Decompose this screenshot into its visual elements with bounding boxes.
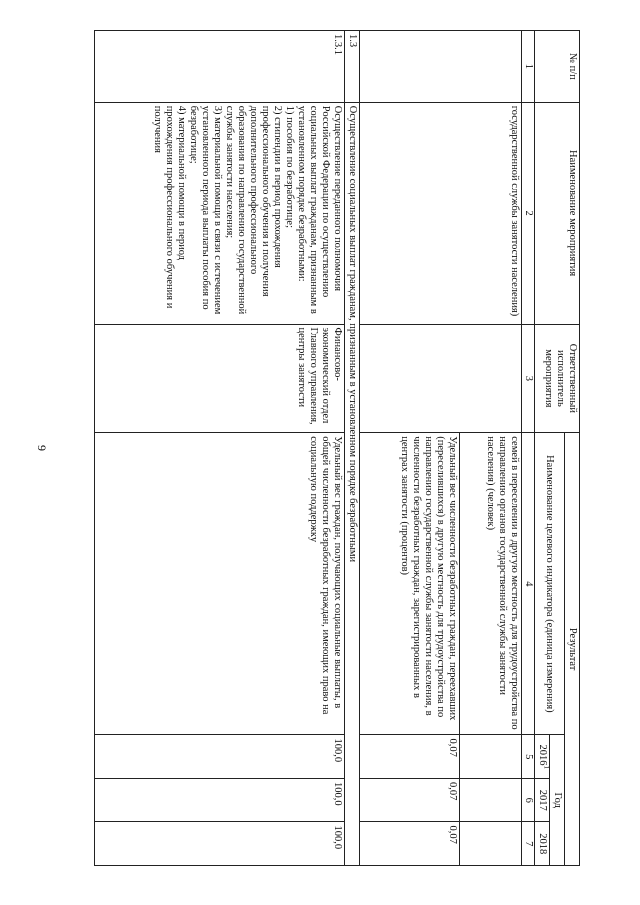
header-indicator: Наименование целевого индикатора (единица измерения) (535, 433, 565, 735)
item-name-intro: Осуществление переданного полномочия Российской Федерации по осуществлению социальных выплат гражданам, признанным в установленном порядке безработными: (296, 105, 343, 314)
item-name-list-3: 3) материальной помощи в связи с истечением установленного периода выплаты пособия по безработице; (188, 105, 223, 315)
header-year-2017: 2017 (535, 778, 550, 821)
col-number-3: 3 (522, 324, 535, 433)
continued-v2017: 0,07 (360, 778, 460, 821)
continued-executor (360, 324, 522, 433)
continued-v2018: 0,07 (360, 822, 460, 866)
section-title: Осуществление социальных выплат гражданам, признанным в установленном порядке безработными (345, 102, 360, 865)
header-year: Год (550, 735, 565, 866)
header-year-2018: 2018 (535, 822, 550, 866)
item-indicator: Удельный вес граждан, получающих социальные выплаты, в общей численности безработных граждан, имеющих право на социальную поддержку (95, 433, 345, 735)
item-name-list-2: 2) стипендии в период прохождения профессионального обучения и получения дополнительного профессионального образования по направлению государственной службы занятости населения; (224, 105, 283, 315)
section-num: 1.3 (345, 31, 360, 103)
column-number-row (522, 31, 535, 866)
page-number: 9 (35, 445, 49, 451)
item-name-list-1: 1) пособия по безработице; (284, 105, 295, 228)
header-name: Наименование мероприятия (535, 102, 580, 324)
year-2016-footnote-mark: 1 (542, 765, 551, 769)
rotated-table-wrapper (35, 30, 580, 866)
year-2016-label: 2016 (537, 744, 548, 766)
continued-indicator-1: семей в переселении в другую местность для трудоустройства по направлению органов государственной службы занятости населения) (человек) (460, 433, 522, 735)
col-number-7: 7 (522, 822, 535, 866)
item-v2016: 100,0 (95, 735, 345, 778)
col-number-2: 2 (522, 102, 535, 324)
continued-row-1 (460, 31, 522, 866)
header-result: Результат (565, 433, 580, 866)
item-row (95, 31, 345, 866)
item-name (95, 102, 345, 324)
continued-v2017-empty (460, 778, 522, 821)
item-name-list-4: 4) материальной помощи в период прохождения профессионального обучения и получения (152, 105, 187, 309)
header-executor: Ответственный исполнитель мероприятия (535, 324, 580, 433)
continued-v2018-empty (460, 822, 522, 866)
col-number-5: 5 (522, 735, 535, 778)
continued-indicator-2: Удельный вес численности безработных граждан, переехавших (переселившихся) в другую местность для трудоустройства по направлению государственной службы занятости населения, в численности безработных граждан, зарегистрированных в центрах занятости (процентов) (360, 433, 460, 735)
item-v2018: 100,0 (95, 822, 345, 866)
continued-v2016-empty (460, 735, 522, 778)
col-number-6: 6 (522, 778, 535, 821)
continued-num (360, 31, 522, 103)
header-year-2016 (535, 735, 550, 778)
header-num: № п/п (535, 31, 580, 103)
header-row-1 (565, 31, 580, 866)
col-number-4: 4 (522, 433, 535, 735)
continued-v2016: 0,07 (360, 735, 460, 778)
item-executor: Финансово-экономический отдел Главного управления, центры занятости (95, 324, 345, 433)
col-number-1: 1 (522, 31, 535, 103)
item-v2017: 100,0 (95, 778, 345, 821)
continued-name: государственной службы занятости населения) (360, 102, 522, 324)
section-row (345, 31, 360, 866)
item-num: 1.3.1 (95, 31, 345, 103)
program-measures-table (94, 30, 580, 866)
